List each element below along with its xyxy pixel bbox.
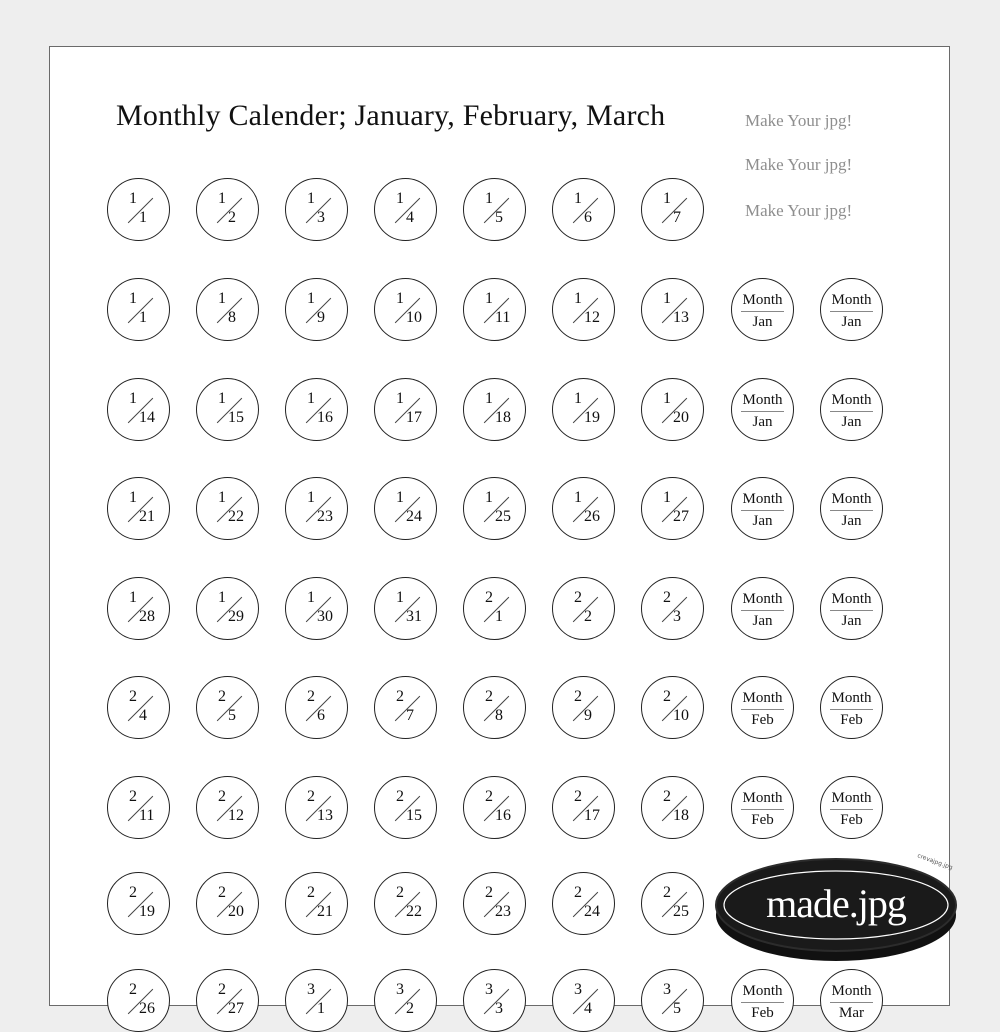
sticker-month-number: 1 (307, 290, 315, 307)
month-sticker (820, 577, 883, 640)
date-sticker (463, 872, 526, 935)
month-label: Month (742, 491, 783, 507)
sticker-day-number: 17 (406, 409, 422, 426)
date-sticker (552, 278, 615, 341)
date-sticker (641, 776, 704, 839)
month-label: Month (831, 790, 872, 806)
sticker-month-number: 3 (574, 981, 582, 998)
sticker-day-number: 19 (584, 409, 600, 426)
date-sticker (552, 477, 615, 540)
date-sticker (107, 178, 170, 241)
month-sticker (731, 969, 794, 1032)
month-name: Feb (751, 812, 774, 828)
date-sticker (107, 278, 170, 341)
date-sticker (463, 378, 526, 441)
sticker-month-number: 1 (663, 290, 671, 307)
month-name: Jan (841, 613, 862, 629)
sticker-day-number: 1 (139, 209, 147, 226)
sticker-month-number: 1 (129, 190, 137, 207)
month-rule (830, 1002, 873, 1003)
sticker-month-number: 1 (307, 589, 315, 606)
month-rule (741, 1002, 784, 1003)
date-sticker (107, 676, 170, 739)
month-label: Month (742, 983, 783, 999)
month-label: Month (742, 392, 783, 408)
sticker-month-number: 1 (307, 390, 315, 407)
sticker-day-number: 26 (139, 1000, 155, 1017)
sticker-month-number: 1 (218, 190, 226, 207)
month-name: Feb (751, 712, 774, 728)
sticker-month-number: 3 (485, 981, 493, 998)
month-rule (830, 311, 873, 312)
month-name: Jan (752, 314, 773, 330)
date-sticker (374, 178, 437, 241)
month-name: Mar (839, 1005, 864, 1021)
month-label: Month (742, 292, 783, 308)
sticker-day-number: 18 (673, 807, 689, 824)
sticker-day-number: 7 (673, 209, 681, 226)
date-sticker (463, 676, 526, 739)
sticker-month-number: 3 (307, 981, 315, 998)
date-sticker (196, 776, 259, 839)
sticker-month-number: 1 (307, 489, 315, 506)
date-sticker (552, 178, 615, 241)
sticker-day-number: 31 (406, 608, 422, 625)
date-sticker (196, 178, 259, 241)
sticker-day-number: 8 (228, 309, 236, 326)
month-name: Feb (751, 1005, 774, 1021)
date-sticker (641, 378, 704, 441)
month-name: Jan (752, 613, 773, 629)
sticker-day-number: 16 (495, 807, 511, 824)
sticker-day-number: 1 (317, 1000, 325, 1017)
month-sticker (820, 278, 883, 341)
sticker-day-number: 25 (673, 903, 689, 920)
sticker-day-number: 21 (317, 903, 333, 920)
month-label: Month (742, 690, 783, 706)
date-sticker (641, 278, 704, 341)
date-sticker (374, 969, 437, 1032)
sticker-month-number: 1 (218, 390, 226, 407)
promo-text: Make Your jpg! (745, 201, 853, 220)
svg-text:made.jpg: made.jpg (766, 881, 906, 926)
sticker-month-number: 3 (396, 981, 404, 998)
month-name: Jan (752, 513, 773, 529)
month-rule (741, 510, 784, 511)
sticker-month-number: 2 (218, 981, 226, 998)
sticker-month-number: 1 (485, 290, 493, 307)
date-sticker (285, 872, 348, 935)
date-sticker (641, 477, 704, 540)
month-sticker (731, 577, 794, 640)
sticker-day-number: 15 (228, 409, 244, 426)
sticker-day-number: 5 (673, 1000, 681, 1017)
date-sticker (463, 776, 526, 839)
made-jpg-logo (712, 847, 960, 967)
date-sticker (552, 872, 615, 935)
date-sticker (107, 969, 170, 1032)
sticker-day-number: 14 (139, 409, 155, 426)
sticker-day-number: 2 (228, 209, 236, 226)
month-sticker (731, 477, 794, 540)
sticker-day-number: 6 (317, 707, 325, 724)
sticker-day-number: 26 (584, 508, 600, 525)
month-name: Jan (841, 314, 862, 330)
date-sticker (463, 577, 526, 640)
sticker-day-number: 1 (139, 309, 147, 326)
month-label: Month (742, 591, 783, 607)
sticker-month-number: 2 (129, 981, 137, 998)
date-sticker (196, 676, 259, 739)
date-sticker (285, 178, 348, 241)
sticker-month-number: 1 (485, 190, 493, 207)
month-sticker (820, 676, 883, 739)
sticker-day-number: 16 (317, 409, 333, 426)
sticker-day-number: 12 (228, 807, 244, 824)
sticker-day-number: 1 (495, 608, 503, 625)
date-sticker (552, 577, 615, 640)
date-sticker (374, 872, 437, 935)
month-rule (830, 610, 873, 611)
date-sticker (552, 776, 615, 839)
month-label: Month (831, 591, 872, 607)
sticker-day-number: 11 (139, 807, 155, 824)
sticker-month-number: 2 (307, 884, 315, 901)
sticker-day-number: 19 (139, 903, 155, 920)
sticker-day-number: 22 (406, 903, 422, 920)
month-name: Jan (752, 414, 773, 430)
sticker-month-number: 2 (574, 788, 582, 805)
sticker-month-number: 2 (663, 788, 671, 805)
month-rule (830, 411, 873, 412)
sticker-day-number: 27 (673, 508, 689, 525)
sticker-month-number: 2 (307, 688, 315, 705)
sticker-day-number: 24 (406, 508, 422, 525)
sticker-day-number: 17 (584, 807, 600, 824)
sticker-day-number: 4 (139, 707, 147, 724)
sticker-month-number: 2 (396, 788, 404, 805)
sticker-day-number: 7 (406, 707, 414, 724)
date-sticker (285, 477, 348, 540)
sticker-month-number: 1 (663, 390, 671, 407)
month-sticker (820, 776, 883, 839)
sticker-month-number: 1 (129, 489, 137, 506)
sticker-month-number: 1 (574, 489, 582, 506)
sticker-month-number: 1 (574, 390, 582, 407)
sticker-day-number: 24 (584, 903, 600, 920)
date-sticker (196, 477, 259, 540)
sticker-month-number: 2 (129, 788, 137, 805)
month-label: Month (742, 790, 783, 806)
date-sticker (641, 178, 704, 241)
month-rule (830, 709, 873, 710)
date-sticker (641, 577, 704, 640)
date-sticker (285, 676, 348, 739)
date-sticker (285, 278, 348, 341)
sticker-day-number: 3 (495, 1000, 503, 1017)
date-sticker (463, 477, 526, 540)
sticker-month-number: 1 (396, 190, 404, 207)
sticker-month-number: 2 (218, 884, 226, 901)
sticker-day-number: 3 (317, 209, 325, 226)
date-sticker (107, 577, 170, 640)
sticker-day-number: 12 (584, 309, 600, 326)
date-sticker (374, 378, 437, 441)
sticker-month-number: 1 (663, 489, 671, 506)
page-title: Monthly Calender; January, February, March (116, 99, 666, 132)
sticker-month-number: 1 (218, 489, 226, 506)
sticker-month-number: 2 (663, 688, 671, 705)
sticker-day-number: 2 (584, 608, 592, 625)
month-rule (741, 809, 784, 810)
sticker-month-number: 1 (396, 589, 404, 606)
date-sticker (285, 776, 348, 839)
date-sticker (374, 676, 437, 739)
date-sticker (374, 477, 437, 540)
sticker-day-number: 9 (584, 707, 592, 724)
date-sticker (641, 676, 704, 739)
sticker-month-number: 1 (485, 390, 493, 407)
date-sticker (107, 477, 170, 540)
sticker-month-number: 1 (129, 390, 137, 407)
date-sticker (641, 969, 704, 1032)
sticker-month-number: 2 (218, 788, 226, 805)
date-sticker (196, 378, 259, 441)
sticker-month-number: 2 (485, 788, 493, 805)
month-sticker (731, 278, 794, 341)
sticker-month-number: 2 (485, 589, 493, 606)
month-label: Month (831, 292, 872, 308)
month-name: Feb (840, 712, 863, 728)
date-sticker (463, 278, 526, 341)
month-name: Jan (841, 414, 862, 430)
sticker-day-number: 29 (228, 608, 244, 625)
month-name: Feb (840, 812, 863, 828)
month-rule (741, 311, 784, 312)
date-sticker (552, 676, 615, 739)
sticker-day-number: 3 (673, 608, 681, 625)
sticker-month-number: 1 (396, 390, 404, 407)
sticker-month-number: 1 (307, 190, 315, 207)
sticker-day-number: 23 (317, 508, 333, 525)
month-name: Jan (841, 513, 862, 529)
sticker-day-number: 20 (228, 903, 244, 920)
sticker-day-number: 18 (495, 409, 511, 426)
sticker-month-number: 2 (129, 688, 137, 705)
sticker-day-number: 13 (673, 309, 689, 326)
date-sticker (107, 776, 170, 839)
sticker-day-number: 10 (406, 309, 422, 326)
date-sticker (374, 278, 437, 341)
month-rule (830, 809, 873, 810)
date-sticker (196, 278, 259, 341)
date-sticker (196, 872, 259, 935)
sticker-month-number: 2 (307, 788, 315, 805)
month-rule (741, 411, 784, 412)
date-sticker (107, 872, 170, 935)
sticker-month-number: 2 (663, 589, 671, 606)
month-rule (741, 610, 784, 611)
sticker-day-number: 27 (228, 1000, 244, 1017)
sticker-day-number: 5 (495, 209, 503, 226)
month-sticker (820, 969, 883, 1032)
sticker-day-number: 13 (317, 807, 333, 824)
svg-text:crevajpg.jpg: crevajpg.jpg (916, 852, 954, 872)
sticker-day-number: 23 (495, 903, 511, 920)
sticker-month-number: 2 (574, 589, 582, 606)
date-sticker (107, 378, 170, 441)
sticker-month-number: 1 (485, 489, 493, 506)
month-rule (830, 510, 873, 511)
sticker-day-number: 9 (317, 309, 325, 326)
sticker-month-number: 1 (218, 290, 226, 307)
month-label: Month (831, 690, 872, 706)
date-sticker (641, 872, 704, 935)
promo-text: Make Your jpg! (745, 155, 853, 174)
month-label: Month (831, 392, 872, 408)
month-rule (741, 709, 784, 710)
sticker-month-number: 1 (218, 589, 226, 606)
sticker-day-number: 20 (673, 409, 689, 426)
sticker-month-number: 1 (663, 190, 671, 207)
sticker-month-number: 2 (396, 688, 404, 705)
sticker-day-number: 4 (584, 1000, 592, 1017)
sticker-day-number: 8 (495, 707, 503, 724)
date-sticker (285, 577, 348, 640)
month-sticker (731, 776, 794, 839)
sticker-day-number: 6 (584, 209, 592, 226)
sticker-day-number: 5 (228, 707, 236, 724)
date-sticker (285, 378, 348, 441)
sticker-day-number: 11 (495, 309, 511, 326)
date-sticker (552, 969, 615, 1032)
date-sticker (374, 577, 437, 640)
sticker-month-number: 2 (574, 884, 582, 901)
sticker-month-number: 2 (485, 884, 493, 901)
sticker-day-number: 30 (317, 608, 333, 625)
date-sticker (196, 969, 259, 1032)
date-sticker (285, 969, 348, 1032)
month-sticker (731, 378, 794, 441)
sticker-month-number: 2 (396, 884, 404, 901)
sticker-month-number: 1 (396, 290, 404, 307)
month-label: Month (831, 491, 872, 507)
sticker-month-number: 2 (663, 884, 671, 901)
sticker-month-number: 2 (218, 688, 226, 705)
sticker-day-number: 25 (495, 508, 511, 525)
sticker-day-number: 21 (139, 508, 155, 525)
sticker-day-number: 22 (228, 508, 244, 525)
sticker-month-number: 2 (485, 688, 493, 705)
sticker-month-number: 3 (663, 981, 671, 998)
sticker-day-number: 10 (673, 707, 689, 724)
sticker-month-number: 2 (129, 884, 137, 901)
sticker-day-number: 15 (406, 807, 422, 824)
date-sticker (463, 969, 526, 1032)
date-sticker (374, 776, 437, 839)
sticker-month-number: 2 (574, 688, 582, 705)
date-sticker (552, 378, 615, 441)
month-sticker (731, 676, 794, 739)
month-label: Month (831, 983, 872, 999)
month-sticker (820, 477, 883, 540)
sticker-month-number: 1 (574, 290, 582, 307)
sticker-month-number: 1 (129, 589, 137, 606)
sticker-day-number: 4 (406, 209, 414, 226)
sticker-day-number: 28 (139, 608, 155, 625)
sticker-month-number: 1 (396, 489, 404, 506)
date-sticker (463, 178, 526, 241)
sticker-month-number: 1 (129, 290, 137, 307)
sticker-month-number: 1 (574, 190, 582, 207)
promo-text: Make Your jpg! (745, 111, 853, 130)
month-sticker (820, 378, 883, 441)
sticker-day-number: 2 (406, 1000, 414, 1017)
date-sticker (196, 577, 259, 640)
